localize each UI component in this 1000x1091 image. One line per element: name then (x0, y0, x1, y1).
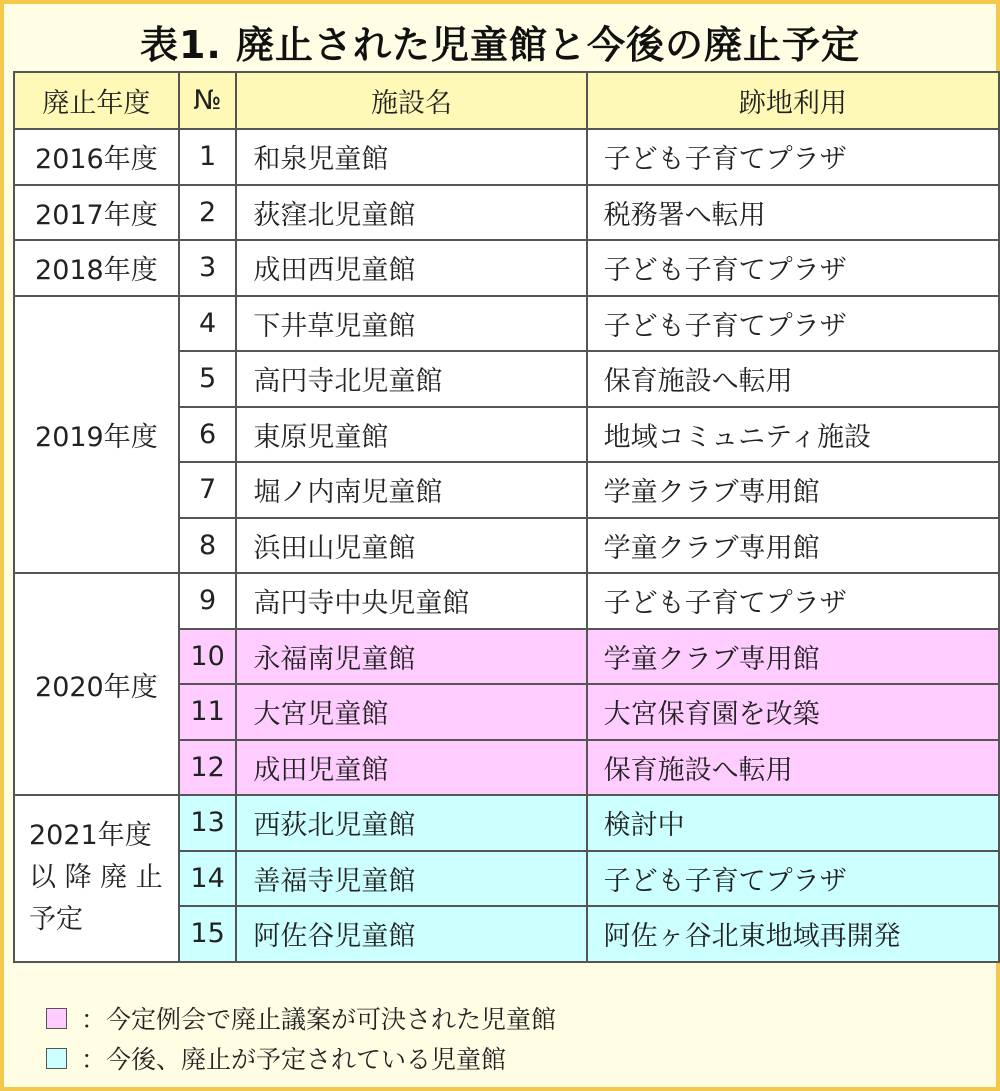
year-line: 2021年度 (29, 820, 152, 852)
name-cell: 浜田山児童館 (236, 518, 586, 574)
table-row (14, 573, 999, 629)
name-cell: 下井草児童館 (236, 296, 586, 352)
year-line: 以 降 廃 止 (29, 862, 163, 894)
legend-text: ：今後、廃止が予定されている児童館 (81, 1045, 507, 1074)
use-cell: 学童クラブ専用館 (587, 629, 999, 685)
name-cell: 大宮児童館 (236, 684, 586, 740)
no-cell: 14 (179, 851, 237, 907)
legend-item-planned (46, 1040, 506, 1076)
name-cell: 高円寺中央児童館 (236, 573, 586, 629)
use-cell: 検討中 (587, 795, 999, 851)
table-row (14, 240, 999, 296)
table-row (14, 296, 999, 352)
use-cell: 子ども子育てプラザ (587, 851, 999, 907)
pink-swatch-icon (46, 1008, 67, 1029)
name-cell: 荻窪北児童館 (236, 185, 586, 241)
no-cell: 3 (179, 240, 237, 296)
name-cell: 成田西児童館 (236, 240, 586, 296)
page-title: 表1. 廃止された児童館と今後の廃止予定 (139, 23, 861, 67)
name-cell: 高円寺北児童館 (236, 351, 586, 407)
use-cell: 大宮保育園を改築 (587, 684, 999, 740)
cyan-swatch-icon (46, 1048, 67, 1069)
no-cell: 12 (179, 740, 237, 796)
name-cell: 善福寺児童館 (236, 851, 586, 907)
use-cell: 保育施設へ転用 (587, 351, 999, 407)
table-row (14, 185, 999, 241)
name-cell: 和泉児童館 (236, 129, 586, 185)
legend-item-approved (46, 1000, 556, 1036)
header-year: 廃止年度 (14, 72, 179, 129)
name-cell: 永福南児童館 (236, 629, 586, 685)
use-cell: 子ども子育てプラザ (587, 240, 999, 296)
header-no: № (179, 72, 237, 129)
year-cell: 2018年度 (14, 240, 179, 296)
table-row-planned (14, 795, 999, 851)
use-cell: 地域コミュニティ施設 (587, 407, 999, 463)
use-cell: 学童クラブ専用館 (587, 518, 999, 574)
no-cell: 8 (179, 518, 237, 574)
no-cell: 9 (179, 573, 237, 629)
use-cell: 学童クラブ専用館 (587, 462, 999, 518)
name-cell: 西荻北児童館 (236, 795, 586, 851)
no-cell: 15 (179, 906, 237, 962)
no-cell: 11 (179, 684, 237, 740)
name-cell: 堀ノ内南児童館 (236, 462, 586, 518)
legend-text: ：今定例会で廃止議案が可決された児童館 (81, 1005, 557, 1034)
use-cell: 子ども子育てプラザ (587, 296, 999, 352)
year-cell: 2019年度 (14, 296, 179, 574)
year-cell: 2020年度 (14, 573, 179, 795)
name-cell: 成田児童館 (236, 740, 586, 796)
use-cell: 阿佐ヶ谷北東地域再開発 (587, 906, 999, 962)
year-cell: 2016年度 (14, 129, 179, 185)
use-cell: 保育施設へ転用 (587, 740, 999, 796)
no-cell: 4 (179, 296, 237, 352)
no-cell: 2 (179, 185, 237, 241)
table-row (14, 129, 999, 185)
table-header-row (14, 72, 999, 129)
header-use: 跡地利用 (587, 72, 999, 129)
use-cell: 税務署へ転用 (587, 185, 999, 241)
no-cell: 5 (179, 351, 237, 407)
no-cell: 6 (179, 407, 237, 463)
header-name: 施設名 (236, 72, 586, 129)
no-cell: 10 (179, 629, 237, 685)
no-cell: 1 (179, 129, 237, 185)
use-cell: 子ども子育てプラザ (587, 573, 999, 629)
year-cell-planned (14, 795, 179, 962)
name-cell: 東原児童館 (236, 407, 586, 463)
closure-table (13, 71, 1000, 963)
no-cell: 7 (179, 462, 237, 518)
use-cell: 子ども子育てプラザ (587, 129, 999, 185)
year-cell: 2017年度 (14, 185, 179, 241)
name-cell: 阿佐谷児童館 (236, 906, 586, 962)
year-line: 予定 (29, 904, 83, 936)
no-cell: 13 (179, 795, 237, 851)
